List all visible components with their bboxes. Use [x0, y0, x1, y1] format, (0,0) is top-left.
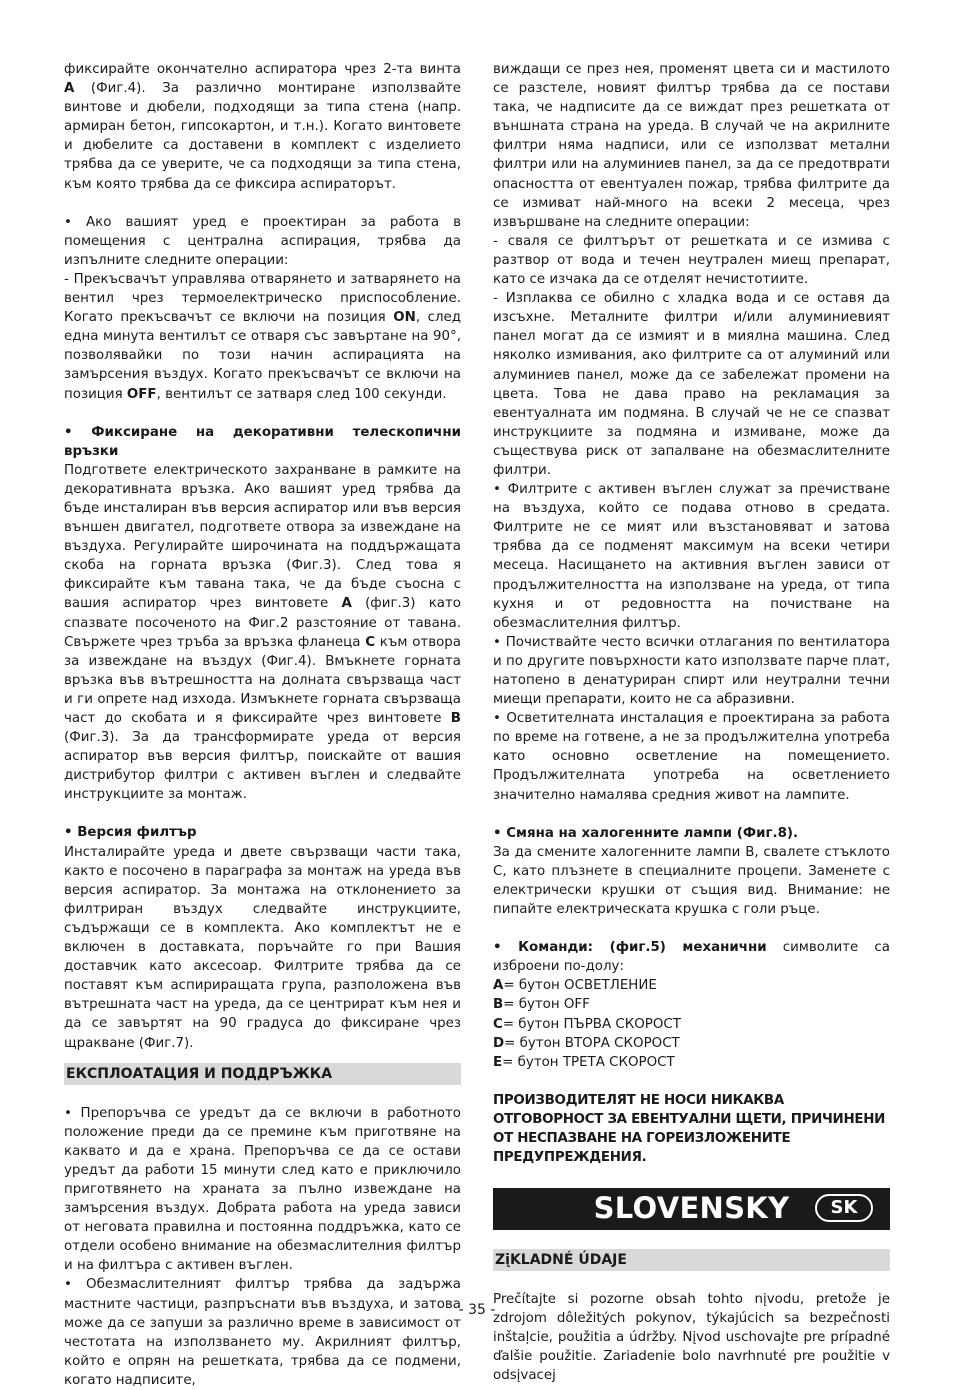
page-number: - 35 -	[458, 1302, 496, 1318]
section-heading-maintenance: ЕКСПЛОАТАЦИЯ И ПОДДРЪЖКА	[64, 1063, 461, 1085]
paragraph: фиксирайте окончателно аспиратора чрез 2-та винта A (Фиг.4). За различно монтиране използвайте винтове и дюбели, подходящи за типа стена (напр. армиран бетон, гипсокартон, и т.н.). Когато винтовете и дюбелите са доставени в комплект с изделието трябва да се уверите, че са подходящи за типа стена, към която трябва да се фиксира аспираторът.	[64, 62, 461, 192]
paragraph: Инсталирайте уреда и двете свързващи части така, както е посочено в параграфа за монтаж на уреда във версия аспиратор. За монтажа на отклонението за филтриран въздух следвайте инструкциите, съдържащи се в комплекта. Ако комплектът не е включен в доставката, поръчайте го при Вашия доставчик като аксесоар. Филтрите трябва да се поставят към аспириращата група, разположена във вътрешната част на уреда, да се центрират към нея и да се завъртят на 90 градуса до фиксиране чрез щракване (Фиг.7).	[64, 844, 461, 1051]
paragraph: • Почиствайте често всички отлагания по вентилатора и по другите повърхности като използвате парче плат, натопено в денатуриран спирт или неутрални течни миещи препарати, които не са абразивни.	[493, 634, 890, 708]
disclaimer: ПРОИЗВОДИТЕЛЯТ НЕ НОСИ НИКАКВА ОТГОВОРНОСТ ЗА ЕВЕНТУАЛНИ ЩЕТИ, ПРИЧИНЕНИ ОТ НЕСПАЗВАНЕ НА ГОРЕИЗЛОЖЕНИТЕ ПРЕДУПРЕЖДЕНИЯ.	[493, 1092, 886, 1165]
paragraph: - сваля се филтърът от решетката и се измива с разтвор от вода и течен неутрален миещ препарат, като се изчака да се отделят нечистотиите.	[493, 233, 890, 288]
language-banner	[493, 1188, 890, 1230]
left-column	[64, 60, 461, 1390]
paragraph: - Изплаква се обилно с хладка вода и се оставя да изсъхне. Металните филтри и/или алуминиевият панел могат да се измият и в миялна машина. След няколко измивания, ако филтрите са от алуминий или алуминиев панел, може да се забележат промени на цвета. Това не дава право на рекламация за евентуалната им подмяна. В случай че не се спазват инструкциите за подмяна и измиване, може да съществува риск от запалване на обезмаслителните филтри.	[493, 291, 890, 478]
paragraph: • Обезмаслителният филтър трябва да задържа мастните частици, разпръснати във въздуха, и затова може да се запуши за различно време в зависимост от честотата на използването му. Акрилният филтър, който е опрян на решетката, трябва да се подмени, когато надписите,	[64, 1277, 461, 1388]
list-item: D= бутон ВТОРА СКОРОСТ	[493, 1035, 680, 1051]
language-title: SLOVENSKY	[593, 1191, 790, 1226]
paragraph: Подгответе електрическото захранване в рамките на декоративната връзка. Ако вашият уред трябва да бъде инсталиран във версия аспиратор или във версия външен двигател, подгответе отвора за извеждане на въздуха. Регулирайте широчината на поддържащата скоба на горната връзка (Фиг.3). След това я фиксирайте към тавана така, че да бъде съосна с вашия аспиратор чрез винтовете A (фиг.3) като спазвате посоченото на Фиг.2 разстояние от тавана. Свържете чрез тръба за връзка фланеца C към отвора за извеждане на въздух (Фиг.4). Вмъкнете горната връзка във вътрешността на долната свързваща част и ги опрете над изхода. Измъкнете горната свързваща част до скобата и я фиксирайте чрез винтовете B (Фиг.3). За да трансформирате уреда от версия аспиратор във версия филтър, поискайте от вашия дистрибутор филтри с активен въглен и следвайте инструкциите за монтаж.	[64, 462, 461, 803]
list-item: C= бутон ПЪРВА СКОРОСТ	[493, 1016, 681, 1032]
paragraph: виждащи се през нея, променят цвета си и мастилото се разстеле, новият филтър трябва да се постави така, че надписите да се виждат през решетката от външната страна на уреда. В случай че на акрилните филтри няма надписи, или се използват метални филтри или на алуминиев панел, за да се предотврати опасността от евентуален пожар, трябва филтрите да се измиват най-много на всеки 2 месеца, чрез извършване на следните операции:	[493, 62, 890, 230]
subheading-filter: • Версия филтър	[64, 825, 197, 841]
paragraph: Prečítajte si pozorne obsah tohto nįvodu, pretože je zdrojom dôležitých pokynov, týkajúcich sa bezpečnosti inštaļcie, použitia a údržby. Nįvod uschovajte pre prípadné ďalšie použitie. Zariadenie bolo navrhnuté pre použitie v odsįvacej	[493, 1291, 890, 1384]
section-heading-basic-data: ZįKLADNÉ ÚDAJE	[493, 1249, 890, 1271]
right-column	[493, 60, 890, 1385]
button-list	[493, 976, 890, 1071]
paragraph: • Команди: (фиг.5) механични символите са изброени по-долу:	[493, 940, 890, 975]
paragraph: • Осветителната инсталация е проектирана за работа по време на готвене, а не за продължителна употреба като основно осветление на помещението. Продължителната употреба на осветлението значително намалява средния живот на лампите.	[493, 711, 890, 803]
language-code-badge: SK	[815, 1194, 873, 1222]
paragraph: - Прекъсвачът управлява отварянето и затварянето на вентил чрез термоелектрическо приспособление. Когато прекъсвачът се включи на позиция ON, след една минута вентилът се отваря със завъртане на 90°, позволявайки по този начин аспирацията на замърсения въздух. Когато прекъсвачът се включи на позиция OFF, вентилът се затваря след 100 секунди.	[64, 271, 461, 402]
list-item: B= бутон OFF	[493, 997, 590, 1013]
subheading-telescopic: • Фиксиране на декоративни телескопични връзки	[64, 424, 461, 459]
paragraph: • Филтрите с активен въглен служат за пречистване на въздуха, който се подава отново в средата. Филтрите не се мият или възстановяват и затова трябва да се подменят максимум на всеки четири месеца. Насищането на активния въглен зависи от продължителността на използване на уреда, от типа кухня и от редовността на почистване на обезмаслителния филтър.	[493, 482, 890, 631]
paragraph: • Препоръчва се уредът да се включи в работното положение преди да се премине към приготвяне на каквато и да е храна. Препоръчва се да се остави уредът да работи 15 минути след като е приключило приготвянето на храната за пълно извеждане на замърсения въздух. Добрата работа на уреда зависи от неговата правилна и постоянна поддръжка, като се отдели особено внимание на обезмаслителния филтър и на филтъра с активен въглен.	[64, 1105, 461, 1274]
list-item: E= бутон ТРЕТА СКОРОСТ	[493, 1054, 675, 1070]
paragraph: За да смените халогенните лампи B, свалете стъклото C, като плъзнете в специалните процепи. Заменете с електрически крушки от същия вид. Внимание: не пипайте електрическата крушка с голи ръце.	[493, 844, 890, 918]
subheading-lamps: • Смяна на халогенните лампи (Фиг.8).	[493, 825, 799, 841]
list-item: A= бутон ОСВЕТЛЕНИЕ	[493, 978, 657, 994]
paragraph: • Ако вашият уред е проектиран за работа в помещения с централна аспирация, трябва да изпълните следните операции:	[64, 214, 461, 268]
